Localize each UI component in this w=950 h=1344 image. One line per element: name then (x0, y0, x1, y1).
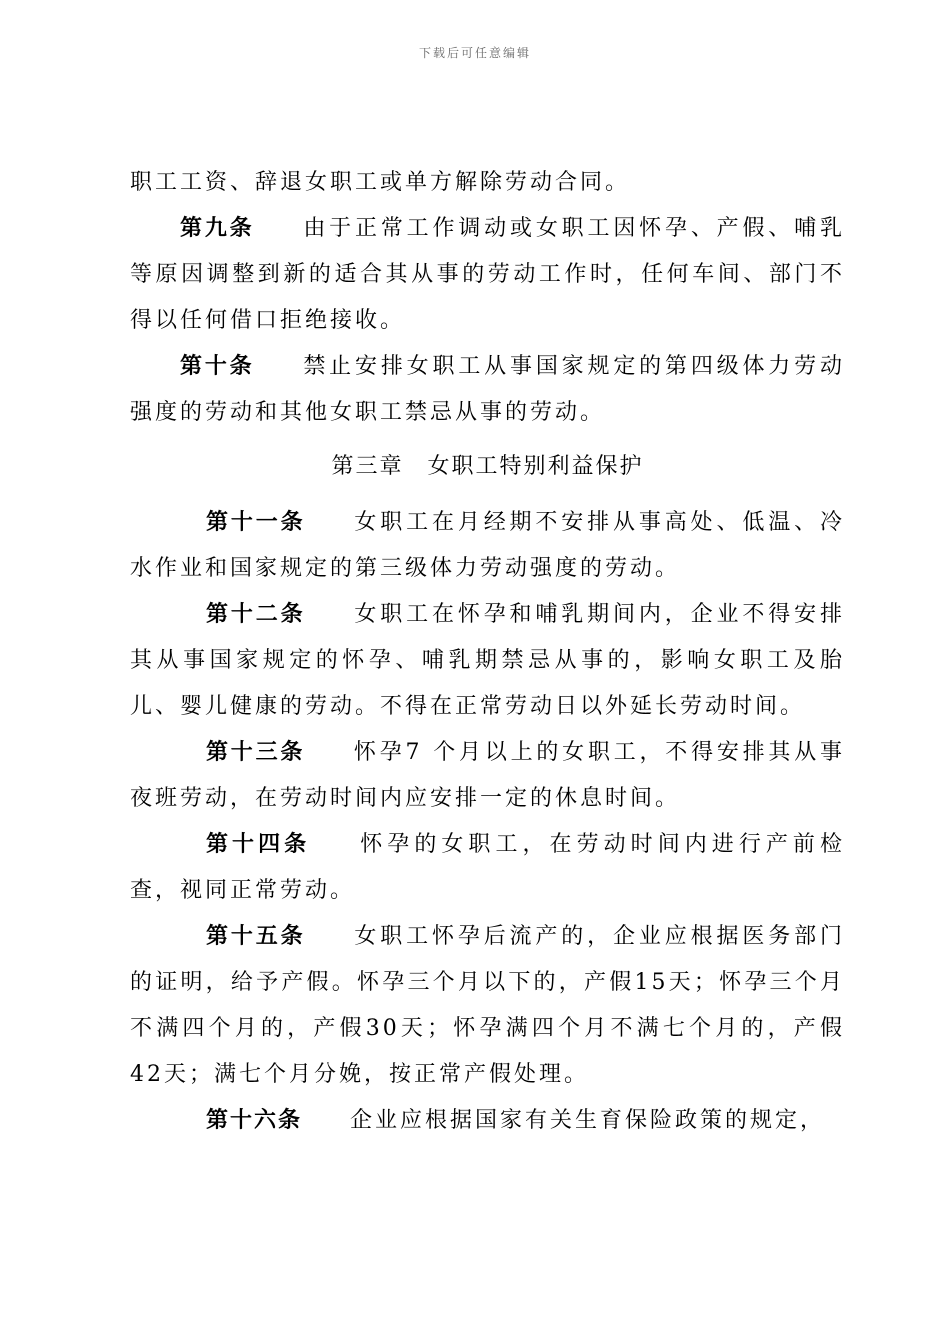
article-14 (130, 822, 845, 914)
article-14-text: 怀孕的女职工，在劳动时间内进行产前检查，视同正常劳动。 (130, 832, 845, 903)
article-10-label: 第十条 (180, 354, 255, 379)
article-11-text: 女职工在月经期不安排从事高处、低温、冷水作业和国家规定的第三级体力劳动强度的劳动。 (130, 510, 845, 581)
article-14-label: 第十四条 (206, 832, 311, 857)
article-9 (130, 206, 845, 344)
article-12-text: 女职工在怀孕和哺乳期间内，企业不得安排其从事国家规定的怀孕、哺乳期禁忌从事的，影响女职工及胎儿、婴儿健康的劳动。不得在正常劳动日以外延长劳动时间。 (130, 602, 845, 719)
paragraph-continuation: 职工工资、辞退女职工或单方解除劳动合同。 (130, 170, 631, 195)
article-13 (130, 730, 845, 822)
article-13-text: 怀孕7 个月以上的女职工，不得安排其从事夜班劳动，在劳动时间内应安排一定的休息时间。 (130, 740, 845, 811)
article-9-text: 由于正常工作调动或女职工因怀孕、产假、哺乳等原因调整到新的适合其从事的劳动工作时，任何车间、部门不得以任何借口拒绝接收。 (130, 216, 845, 333)
article-15-text: 女职工怀孕后流产的，企业应根据医务部门的证明，给予产假。怀孕三个月以下的，产假15天；怀孕三个月不满四个月的，产假30天；怀孕满四个月不满七个月的，产假42天；满七个月分娩，按正常产假处理。 (130, 924, 845, 1087)
article-9-label: 第九条 (180, 216, 255, 241)
page-header: 下载后可任意编辑 (418, 46, 531, 60)
document-body (130, 160, 845, 1144)
article-12-label: 第十二条 (206, 602, 306, 627)
article-15 (130, 914, 845, 1098)
article-15-label: 第十五条 (206, 924, 306, 949)
chapter-heading: 第三章 女职工特别利益保护 (331, 454, 644, 479)
article-13-label: 第十三条 (206, 740, 306, 765)
article-16-text: 企业应根据国家有关生育保险政策的规定， (350, 1108, 826, 1133)
article-10-text: 禁止安排女职工从事国家规定的第四级体力劳动强度的劳动和其他女职工禁忌从事的劳动。 (130, 354, 845, 425)
article-11 (130, 500, 845, 592)
article-11-label: 第十一条 (206, 510, 306, 535)
article-16-label: 第十六条 (206, 1108, 303, 1133)
article-10 (130, 344, 845, 436)
article-16 (130, 1098, 845, 1144)
article-12 (130, 592, 845, 730)
